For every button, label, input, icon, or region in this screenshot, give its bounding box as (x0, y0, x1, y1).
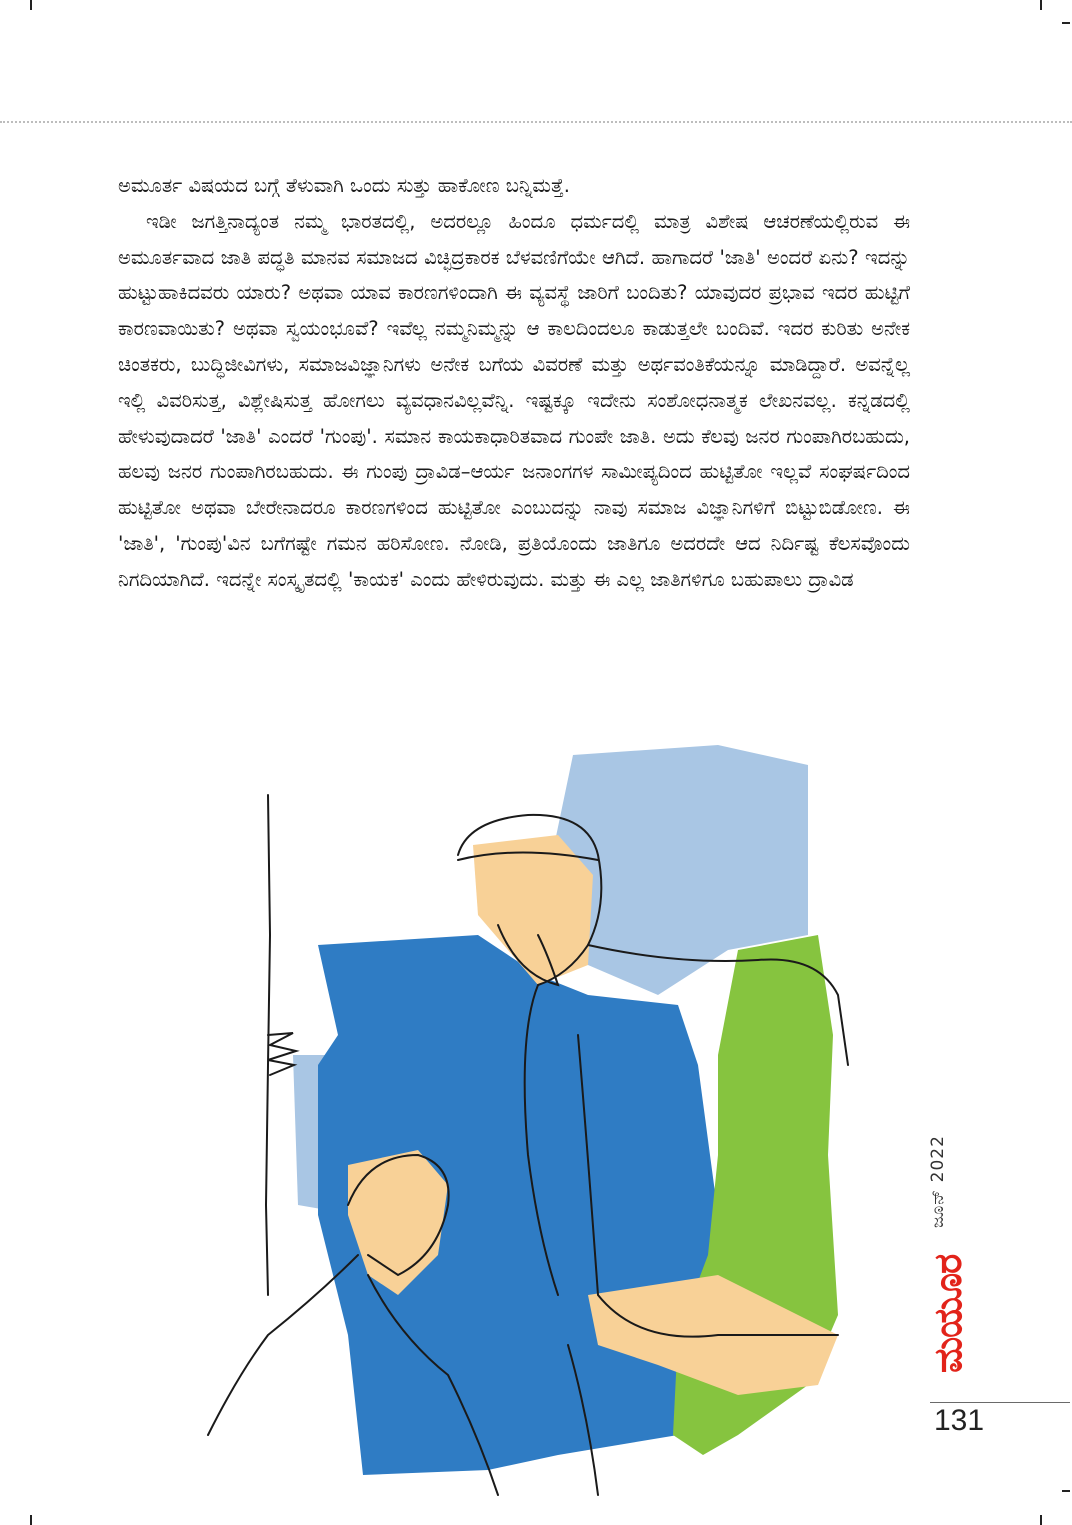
issue-date: ಜೂನ್ 2022 (928, 1135, 948, 1228)
magazine-logo: ಮಯೂರ (926, 1254, 970, 1373)
article-illustration (118, 735, 918, 1510)
crop-mark-bottom-right (1040, 1515, 1042, 1525)
article-paragraph-1: ಅಮೂರ್ತ ವಿಷಯದ ಬಗ್ಗೆ ತೆಳುವಾಗಿ ಒಂದು ಸುತ್ತು ಹಾಕೋಣ ಬನ್ನಿಮತ್ತೆ. (118, 174, 570, 197)
header-dotted-rule (0, 121, 1072, 123)
crop-mark-bottom-left (30, 1515, 32, 1525)
left-post-scribble (268, 1033, 296, 1075)
crop-mark-top-left (30, 0, 32, 10)
crop-mark-top-right (1040, 0, 1042, 10)
article-paragraph-2: ಇಡೀ ಜಗತ್ತಿನಾದ್ಯಂತ ನಮ್ಮ ಭಾರತದಲ್ಲಿ, ಅದರಲ್ಲೂ ಹಿಂದೂ ಧರ್ಮದಲ್ಲಿ ಮಾತ್ರ ವಿಶೇಷ ಆಚರಣೆಯಲ್ಲಿರುವ ಈ ಅಮೂರ್ತವಾದ ಜಾತಿ ಪದ್ಧತಿ ಮಾನವ ಸಮಾಜದ ವಿಚ್ಛಿದ್ರಕಾರಕ ಬೆಳವಣಿಗೆಯೇ ಆಗಿದೆ. ಹಾಗಾದರೆ 'ಜಾತಿ' ಅಂದರೆ ಏನು? ಇದನ್ನು ಹುಟ್ಟುಹಾಕಿದವರು ಯಾರು? ಅಥವಾ ಯಾವ ಕಾರಣಗಳಿಂದಾಗಿ ಈ ವ್ಯವಸ್ಥೆ ಜಾರಿಗೆ ಬಂದಿತು? ಯಾವುದರ ಪ್ರಭಾವ ಇದರ ಹುಟ್ಟಿಗೆ ಕಾರಣವಾಯಿತು? ಅಥವಾ ಸ್ವಯಂಭೂವೆ? ಇವೆಲ್ಲ ನಮ್ಮನಿಮ್ಮನ್ನು ಆ ಕಾಲದಿಂದಲೂ ಕಾಡುತ್ತಲೇ ಬಂದಿವೆ. ಇದರ ಕುರಿತು ಅನೇಕ ಚಿಂತಕರು, ಬುದ್ಧಿಜೀವಿಗಳು, ಸಮಾಜವಿಜ್ಞಾನಿಗಳು ಅನೇಕ ಬಗೆಯ ವಿವರಣೆ ಮತ್ತು ಅರ್ಥವಂತಿಕೆಯನ್ನೂ ಮಾಡಿದ್ದಾರೆ. ಅವನ್ನೆಲ್ಲ ಇಲ್ಲಿ ವಿವರಿಸುತ್ತ, ವಿಶ್ಲೇಷಿಸುತ್ತ ಹೋಗಲು ವ್ಯವಧಾನವಿಲ್ಲವೆನ್ನಿ. ಇಷ್ಟಕ್ಕೂ ಇದೇನು ಸಂಶೋಧನಾತ್ಮಕ ಲೇಖನವಲ್ಲ. ಕನ್ನಡದಲ್ಲಿ ಹೇಳುವುದಾದರೆ 'ಜಾತಿ' ಎಂದರೆ 'ಗುಂಪು'. ಸಮಾನ ಕಾಯಕಾಧಾರಿತವಾದ ಗುಂಪೇ ಜಾತಿ. ಅದು ಕೆಲವು ಜನರ ಗುಂಪಾಗಿರಬಹುದು, ಹಲವು ಜನರ ಗುಂಪಾಗಿರಬಹುದು. ಈ ಗುಂಪು ದ್ರಾವಿಡ–ಆರ್ಯ ಜನಾಂಗಗಳ ಸಾಮೀಪ್ಯದಿಂದ ಹುಟ್ಟಿತೋ ಇಲ್ಲವೆ ಸಂಘರ್ಷದಿಂದ ಹುಟ್ಟಿತೋ ಅಥವಾ ಬೇರೇನಾದರೂ ಕಾರಣಗಳಿಂದ ಹುಟ್ಟಿತೋ ಎಂಬುದನ್ನು ನಾವು ಸಮಾಜ ವಿಜ್ಞಾನಿಗಳಿಗೆ ಬಿಟ್ಟುಬಿಡೋಣ. ಈ 'ಜಾತಿ', 'ಗುಂಪು'ವಿನ ಬಗೆಗಷ್ಟೇ ಗಮನ ಹರಿಸೋಣ. ನೋಡಿ, ಪ್ರತಿಯೊಂದು ಜಾತಿಗೂ ಅದರದೇ ಆದ ನಿರ್ದಿಷ್ಟ ಕೆಲಸವೊಂದು ನಿಗದಿಯಾಗಿದೆ. ಇದನ್ನೇ ಸಂಸ್ಕೃತದಲ್ಲಿ 'ಕಾಯಕ' ಎಂದು ಹೇಳಿರುವುದು. ಮತ್ತು ಈ ಎಲ್ಲ ಜಾತಿಗಳಿಗೂ ಬಹುಪಾಲು ದ್ರಾವಿಡ (118, 209, 910, 591)
crop-mark-right-lower (1062, 1490, 1070, 1492)
page-number-rule (930, 1402, 1070, 1403)
page-number: 131 (934, 1404, 985, 1437)
crop-mark-right-upper (1062, 22, 1070, 24)
article-body (118, 168, 910, 598)
